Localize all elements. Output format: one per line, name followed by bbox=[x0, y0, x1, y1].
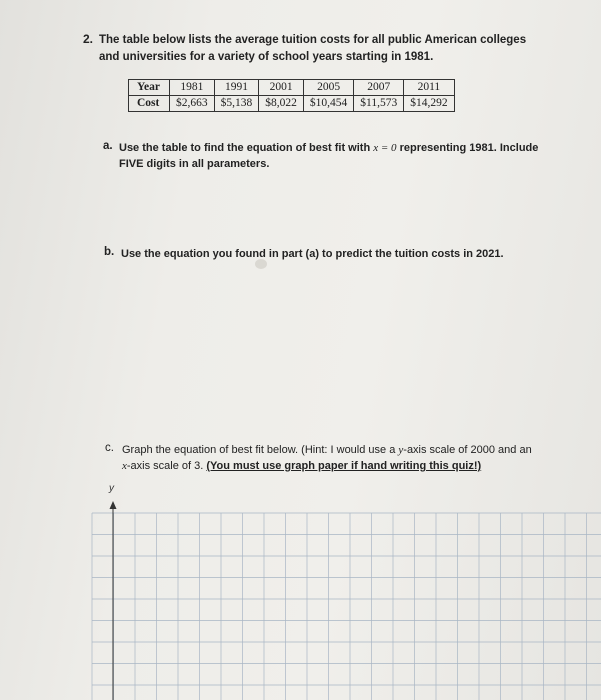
part-c-letter: c. bbox=[105, 442, 114, 454]
table-row-cost bbox=[129, 96, 455, 112]
row-header-cost: Cost bbox=[129, 96, 170, 112]
part-a-text-after: representing 1981. Include FIVE digits in all parameters. bbox=[119, 142, 539, 170]
year-cell: 2001 bbox=[259, 80, 304, 96]
part-c-text-3: -axis scale of 3. bbox=[126, 460, 207, 472]
part-c-x-axis: x bbox=[122, 460, 127, 472]
part-b-letter: b. bbox=[104, 246, 115, 258]
question-number: 2. bbox=[83, 32, 94, 46]
graph-grid bbox=[85, 497, 601, 700]
graph-y-axis-label: y bbox=[109, 483, 114, 494]
cost-cell: $11,573 bbox=[354, 96, 404, 112]
part-c-text-2: -axis scale of 2000 and an bbox=[403, 444, 532, 456]
cost-cell: $5,138 bbox=[214, 96, 259, 112]
part-c-text bbox=[122, 442, 542, 474]
part-a-letter: a. bbox=[103, 140, 113, 152]
y-axis-arrow-icon bbox=[110, 501, 117, 509]
part-a-text-before: Use the table to find the equation of best fit with bbox=[119, 142, 374, 154]
year-cell: 1981 bbox=[170, 80, 215, 96]
part-b-text: Use the equation you found in part (a) to predict the tuition costs in 2021. bbox=[121, 248, 504, 260]
part-c-y-axis: y bbox=[398, 444, 404, 456]
part-c-text-1: Graph the equation of best fit below. (Hint: I would use a bbox=[122, 444, 399, 456]
table-row-year bbox=[129, 80, 455, 96]
cost-cell: $2,663 bbox=[170, 96, 215, 112]
year-cell: 1991 bbox=[214, 80, 259, 96]
row-header-year: Year bbox=[129, 80, 170, 96]
year-cell: 2007 bbox=[354, 80, 404, 96]
part-a-text bbox=[119, 140, 559, 172]
year-cell: 2005 bbox=[303, 80, 353, 96]
cost-cell: $8,022 bbox=[259, 96, 304, 112]
part-a-math: x = 0 bbox=[373, 142, 397, 154]
part-c-underlined-note: (You must use graph paper if hand writing this quiz!) bbox=[206, 460, 482, 472]
tuition-table bbox=[128, 79, 455, 112]
year-cell: 2011 bbox=[404, 80, 454, 96]
smudge-mark bbox=[255, 259, 267, 269]
cost-cell: $14,292 bbox=[404, 96, 454, 112]
question-text: The table below lists the average tuition costs for all public American colleges and universities for a variety of school years starting in 1981. bbox=[99, 34, 527, 63]
cost-cell: $10,454 bbox=[303, 96, 353, 112]
